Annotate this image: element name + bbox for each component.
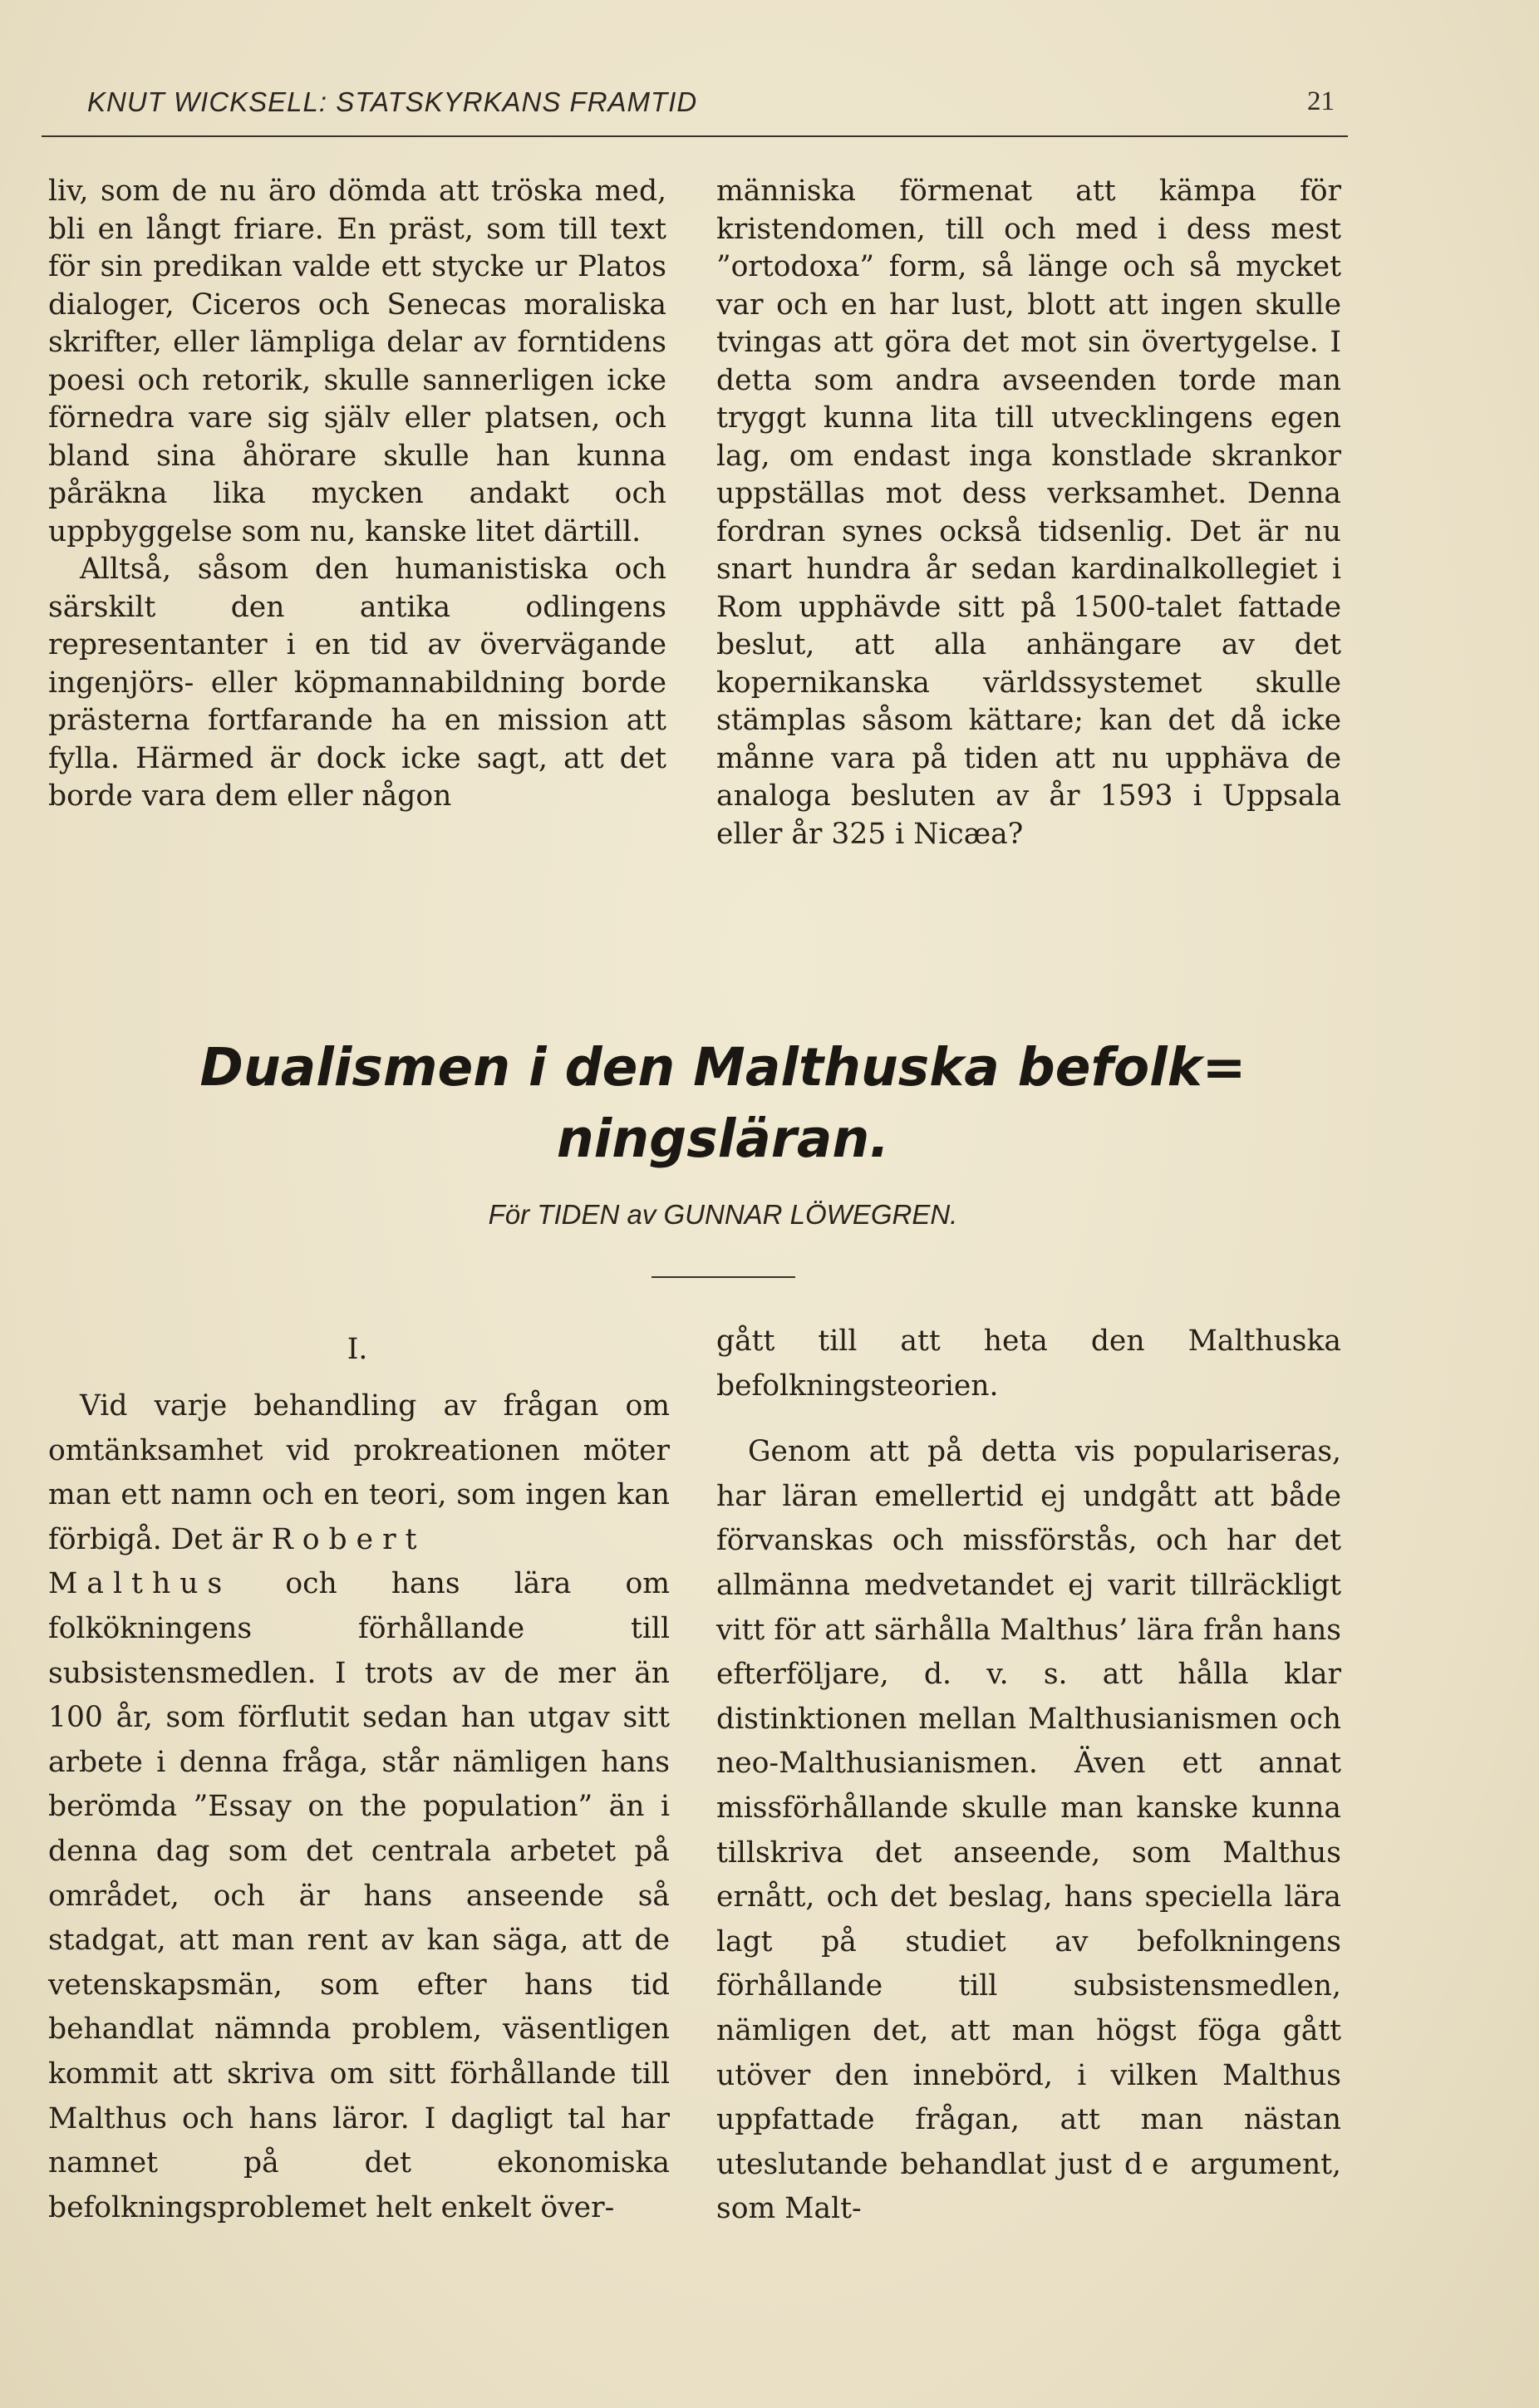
article-byline: För TIDEN av GUNNAR LÖWEGREN.	[488, 1199, 958, 1230]
article-title-line-2: ningsläran.	[556, 1108, 890, 1169]
article-title-line-1: Dualismen i den Malthuska befolk=	[199, 1037, 1246, 1098]
article-right-column	[716, 1319, 1341, 2232]
article-title	[83, 1032, 1363, 1175]
paragraph: liv, som de nu äro dömda att tröska med, bli en långt friare. En präst, som till text för sin predikan valde ett stycke ur Platos dialoger, Ciceros och Senecas moraliska skrifter, eller lämpliga delar av forntidens poesi och retorik, skulle sannerligen icke förnedra vare sig själv eller platsen, och bland sina åhörare skulle han kunna påräkna lika mycken andakt och uppbyggelse som nu, kanske litet därtill.	[48, 174, 666, 548]
emphasis-spaced: de	[1124, 2147, 1178, 2181]
paragraph: människa förmenat att kämpa för kristendomen, till och med i dess mest ”ortodoxa” form, så länge och så mycket var och en har lust, blott att ingen skulle tvingas att göra det mot sin övertygelse. I detta som andra avseenden torde man tryggt kunna lita till utvecklingens egen lag, om endast inga konstlade skrankor uppställas mot dess verksamhet. Denna fordran synes också tidsenlig. Det är nu snart hundra år sedan kardinalkollegiet i Rom upphävde sitt på 1500-talet fattade beslut, att alla anhängare av det kopernikanska världssystemet skulle stämplas såsom kättare; kan det då icke månne vara på tiden att nu upphäva de analoga besluten av år 1593 i Uppsala eller år 325 i Nicæa?	[716, 174, 1341, 851]
author-surname-spaced: Malthus	[48, 1567, 232, 1601]
previous-article-right-column	[716, 173, 1341, 853]
page-number: 21	[1307, 86, 1335, 116]
author-name-spaced: Robert	[271, 1522, 426, 1556]
paragraph	[716, 1430, 1341, 2232]
paragraph: gått till att heta den Malthuska befolkningsteorien.	[716, 1324, 1341, 1403]
section-divider	[651, 1276, 795, 1278]
paragraph	[48, 1384, 670, 2230]
article-left-column	[48, 1384, 670, 2230]
text-run: argument, som Malt-	[716, 2147, 1342, 2226]
paragraph: Alltså, såsom den humanistiska och särskilt den antika odlingens representanter i en tid av övervägande ingenjörs- eller köpmannabildning borde prästerna fortfarande ha en mission att fylla. Härmed är dock icke sagt, att det borde vara dem eller någon	[48, 553, 666, 813]
section-number: I.	[347, 1333, 368, 1366]
running-title: KNUT WICKSELL: STATSKYRKANS FRAMTID	[87, 86, 698, 117]
text-run: Genom att på detta vis populariseras, har läran emellertid ej undgått att både förvanskas och missförstås, och har det allmänna medvetandet ej varit tillräckligt vitt för att särhålla Malthus’ lära från hans efterföljare, d. v. s. att hålla klar distinktionen mellan Malthusianismen och neo-Malthusianismen. Även ett annat missförhållande skulle man kanske kunna tillskriva det anseende, som Malthus ernått, och det beslag, hans speciella lära lagt på studiet av befolkningens förhållande till subsistensmedlen, nämligen det, att man högst föga gått utöver den innebörd, i vilken Malthus uppfattade frågan, att man nästan uteslutande behandlat just	[716, 1435, 1341, 2181]
previous-article-left-column	[48, 173, 666, 816]
header-rule	[42, 135, 1348, 137]
text-run: Vid varje behandling av frågan om omtänksamhet vid prokreationen möter man ett namn och en teori, som ingen kan förbigå. Det är	[48, 1389, 670, 1556]
text-run: och hans lära om folkökningens förhållande till subsistensmedlen. I trots av de mer än 100 år, som förflutit sedan han utgav sitt arbete i denna fråga, står nämligen hans berömda ”Essay on the population” än i denna dag som det centrala arbetet på området, och är hans anseende så stadgat, att man rent av kan säga, att de vetenskapsmän, som efter hans tid behandlat nämnda problem, väsentligen kommit att skriva om sitt förhållande till Malthus och hans läror. I dagligt tal har namnet på det ekonomiska befolkningsproblemet helt enkelt över-	[48, 1567, 670, 2224]
